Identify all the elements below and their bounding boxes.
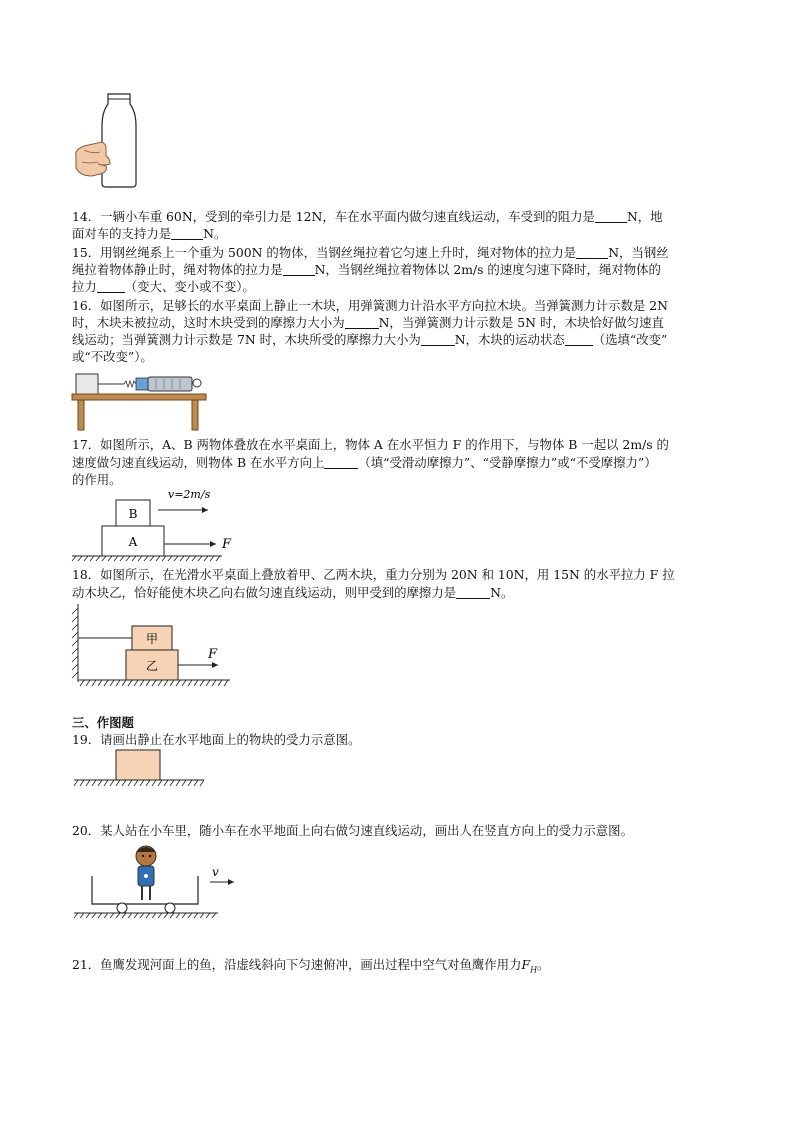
q16-line-3: 线运动；当弹簧测力计示数是 7N 时，木块所受的摩擦力大小为 N，木块的运动状态 （选填“改变” — [72, 332, 668, 347]
q16-table-spring-figure — [70, 368, 210, 434]
q17-stacked-blocks-figure — [70, 486, 240, 562]
q16-line-1: 16．如图所示，足够长的水平桌面上静止一木块，用弹簧测力计沿水平方向拉木块。当弹簧测力计示数是 2N — [72, 298, 669, 313]
q18-line-1: 18．如图所示，在光滑水平桌面上叠放着甲、乙两木块，重力分别为 20N 和 10N，用 15N 的水平拉力 F 拉 — [72, 567, 675, 582]
q21-text: 21．鱼鹰发现河面上的鱼，沿虚线斜向下匀速俯冲，画出过程中空气对鱼鹰作用力$F_H$。 — [72, 957, 550, 975]
answer-blank[interactable] — [595, 210, 627, 223]
q16-line-4: 或“不改变”）。 — [72, 349, 153, 364]
answer-blank[interactable] — [456, 586, 490, 599]
force-subscript: H — [530, 965, 538, 975]
label-velocity: v=2m/s — [168, 488, 211, 501]
label-velocity: v — [212, 865, 219, 879]
q17-line-1: 17．如图所示，A、B 两物体叠放在水平桌面上，物体 A 在水平恒力 F 的作用下，与物体 B 一起以 2m/s 的 — [72, 437, 669, 452]
label-b: B — [128, 507, 138, 521]
answer-blank[interactable] — [565, 333, 593, 346]
q18-wall-blocks-figure — [70, 602, 236, 688]
q19-block-figure — [70, 746, 210, 788]
q16-line-2: 时，木块未被拉动，这时木块受到的摩擦力大小为 N，当弹簧测力计示数是 5N 时，木块恰好做匀速直 — [72, 315, 664, 330]
bottle-hand-figure — [70, 92, 150, 188]
answer-blank[interactable] — [324, 456, 358, 469]
q17-line-3: 的作用。 — [72, 472, 122, 487]
answer-blank[interactable] — [421, 333, 455, 346]
label-yi: 乙 — [145, 659, 159, 673]
section-title: 三、作图题 — [72, 715, 134, 730]
answer-blank[interactable] — [576, 246, 608, 259]
q17-line-2: 速度做匀速直线运动，则物体 B 在水平方向上 （填“受滑动摩擦力”、“受静摩擦力”或“不受摩擦力”） — [72, 455, 657, 470]
label-a: A — [128, 535, 138, 549]
q15-line-2: 绳拉着物体静止时，绳对物体的拉力是 N，当钢丝绳拉着物体以 2m/s 的速度匀速下降时，绳对物体的 — [72, 262, 661, 277]
q19-text: 19．请画出静止在水平地面上的物块的受力示意图。 — [72, 732, 361, 747]
answer-blank[interactable] — [171, 227, 203, 240]
q20-cart-person-figure — [70, 840, 240, 920]
label-force: F — [222, 537, 232, 552]
label-force: F — [208, 647, 218, 662]
answer-blank[interactable] — [345, 316, 379, 329]
q15-line-1: 15．用钢丝绳系上一个重为 500N 的物体，当钢丝绳拉着它匀速上升时，绳对物体的拉力是 N，当钢丝 — [72, 245, 669, 260]
force-symbol: F — [521, 957, 531, 972]
q15-line-3: 拉力 （变大、变小或不变）。 — [72, 279, 255, 294]
q14-line-2: 面对车的支持力是 N。 — [72, 226, 227, 241]
answer-blank[interactable] — [283, 263, 315, 276]
q18-line-2: 动木块乙，恰好能使木块乙向右做匀速直线运动，则甲受到的摩擦力是 N。 — [72, 585, 514, 600]
q14-line-1: 14．一辆小车重 60N，受到的牵引力是 12N，车在水平面内做匀速直线运动，车受到的阻力是 N，地 — [72, 209, 663, 224]
q20-text: 20．某人站在小车里，随小车在水平地面上向右做匀速直线运动，画出人在竖直方向上的受力示意图。 — [72, 823, 633, 838]
label-jia: 甲 — [145, 632, 159, 646]
answer-blank[interactable] — [97, 280, 125, 293]
